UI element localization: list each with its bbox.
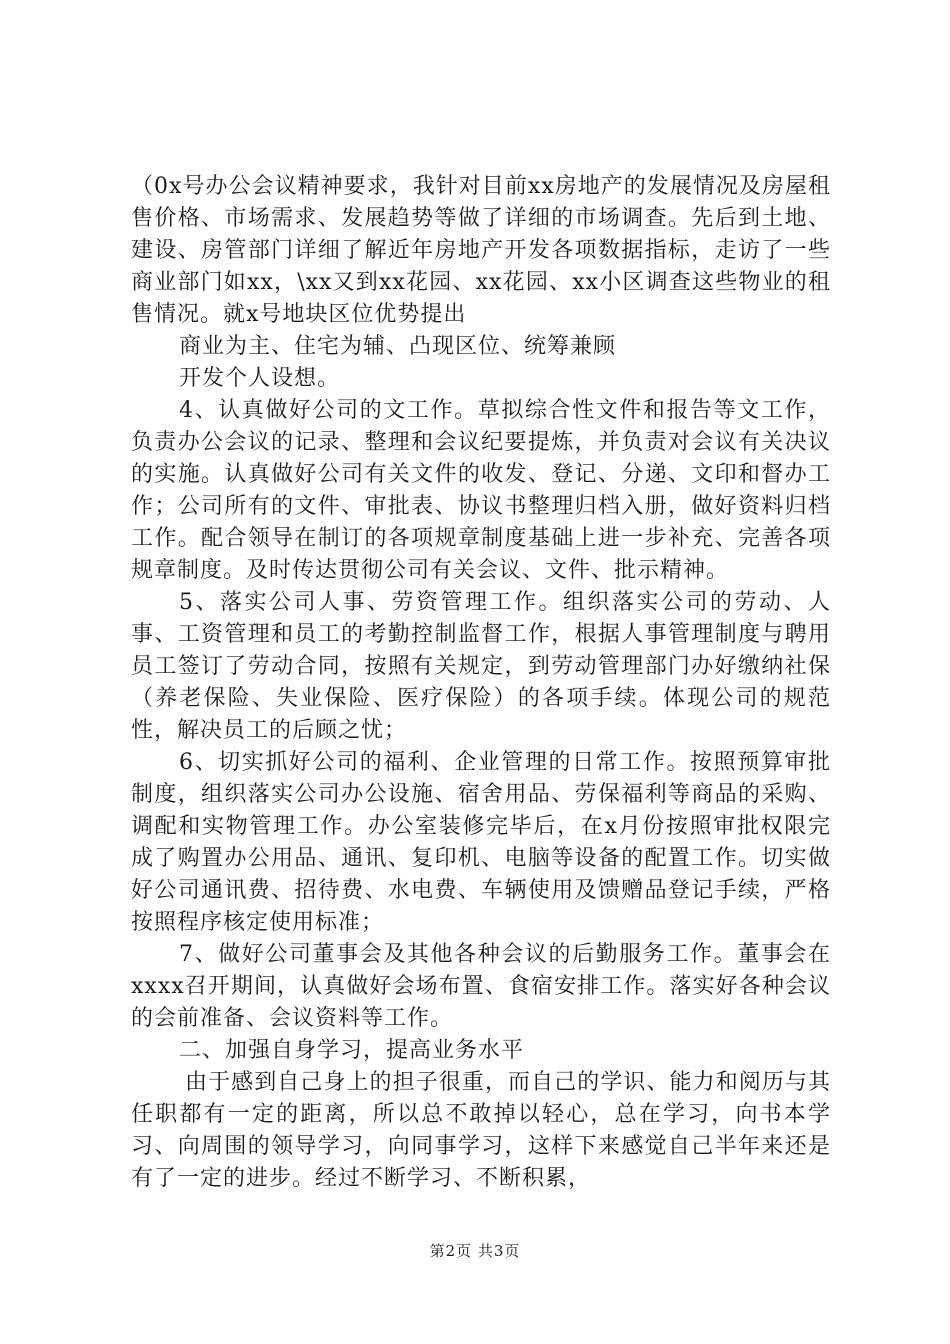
paragraph: 商业为主、住宅为辅、凸现区位、统筹兼顾 <box>179 334 617 359</box>
paragraph: 开发个人设想。 <box>179 366 341 391</box>
page-number-footer: 第2页 共3页 <box>429 1242 521 1260</box>
paragraph: 5、落实公司人事、劳资管理工作。组织落实公司的劳动、人事、工资管理和员工的考勤控制监督工作，根据人事管理制度与聘用员工签订了劳动合同，按照有关规定，到劳动管理部门办好缴纳社保（养老保险、失业保险、医疗保险）的各项手续。体现公司的规范性，解决员工的后顾之忧； <box>131 590 831 743</box>
paragraph: 由于感到自己身上的担子很重，而自己的学识、能力和阅历与其任职都有一定的距离，所以总不敢掉以轻心，总在学习，向书本学习、向周围的领导学习，向同事学习，这样下来感觉自己半年来还是有了一定的进步。经过不断学习、不断积累， <box>131 1070 831 1191</box>
paragraph: 7、做好公司董事会及其他各种会议的后勤服务工作。董事会在xxxx召开期间，认真做好会场布置、食宿安排工作。落实好各种会议的会前准备、会议资料等工作。 <box>131 942 831 1031</box>
section-heading: 二、加强自身学习，提高业务水平 <box>179 1038 525 1063</box>
paragraph: （0x号办公会议精神要求，我针对目前xx房地产的发展情况及房屋租售价格、市场需求、发展趋势等做了详细的市场调查。先后到土地、建设、房管部门详细了解近年房地产开发各项数据指标，走访了一些商业部门如xx，\xx又到xx花园、xx花园、xx小区调查这些物业的租售情况。就x号地块区位优势提出 <box>131 174 831 327</box>
paragraph: 6、切实抓好公司的福利、企业管理的日常工作。按照预算审批制度，组织落实公司办公设施、宿舍用品、劳保福利等商品的采购、调配和实物管理工作。办公室装修完毕后，在x月份按照审批权限完成了购置办公用品、通讯、复印机、电脑等设备的配置工作。切实做好公司通讯费、招待费、水电费、车辆使用及馈赠品登记手续，严格按照程序核定使用标准； <box>131 750 831 935</box>
paragraph: 4、认真做好公司的文工作。草拟综合性文件和报告等文工作，负责办公会议的记录、整理和会议纪要提炼，并负责对会议有关决议的实施。认真做好公司有关文件的收发、登记、分递、文印和督办工作；公司所有的文件、审批表、协议书整理归档入册，做好资料归档工作。配合领导在制订的各项规章制度基础上进一步补充、完善各项规章制度。及时传达贯彻公司有关会议、文件、批示精神。 <box>131 398 831 583</box>
document-body <box>131 171 831 1195</box>
